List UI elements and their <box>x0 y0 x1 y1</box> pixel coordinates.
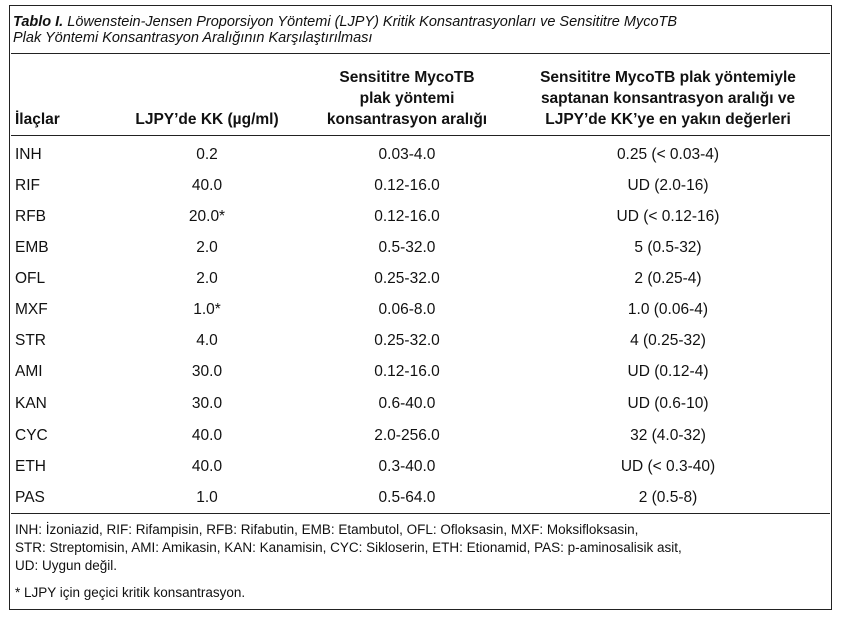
header-mycotb-range <box>308 67 506 130</box>
cell-range: 0.12-16.0 <box>374 177 440 194</box>
caption-line-2: Plak Yöntemi Konsantrasyon Aralığının Karşılaştırılması <box>13 30 373 46</box>
header-mycotb-range-line2: plak yöntemi <box>359 90 455 107</box>
footnote-line-2: STR: Streptomisin, AMI: Amikasin, KAN: Kanamisin, CYC: Sikloserin, ETH: Etionamid, PAS: p-aminosalisik asit, <box>15 540 682 555</box>
cell-range: 0.12-16.0 <box>374 208 440 225</box>
cell-nearest: 4 (0.25-32) <box>630 332 706 349</box>
footnote-abbreviations <box>15 521 820 575</box>
footnote-line-3: UD: Uygun değil. <box>15 558 118 573</box>
header-top-rule <box>11 53 830 54</box>
cell-kk: 2.0 <box>196 270 218 287</box>
cell-drug: KAN <box>15 395 47 412</box>
body-bottom-rule <box>11 513 830 514</box>
cell-kk: 40.0 <box>191 458 223 475</box>
cell-kk: 40.0 <box>191 427 223 444</box>
cell-kk: 20.0* <box>188 208 226 225</box>
cell-nearest: UD (< 0.12-16) <box>616 208 720 225</box>
cell-drug: CYC <box>15 427 48 444</box>
cell-drug: INH <box>15 146 42 163</box>
cell-range: 0.12-16.0 <box>374 363 440 380</box>
cell-nearest: 0.25 (< 0.03-4) <box>616 146 720 163</box>
cell-nearest: 5 (0.5-32) <box>634 239 702 256</box>
header-ljpy-kk: LJPY’de KK (µg/ml) <box>135 111 279 128</box>
table-caption <box>13 14 813 46</box>
footnote-asterisk: * LJPY için geçici kritik konsantrasyon. <box>15 585 246 600</box>
cell-range: 0.3-40.0 <box>378 458 436 475</box>
cell-nearest: UD (< 0.3-40) <box>620 458 716 475</box>
cell-range: 0.03-4.0 <box>378 146 436 163</box>
cell-nearest: 2 (0.25-4) <box>634 270 702 287</box>
cell-nearest: UD (0.12-4) <box>627 363 709 380</box>
cell-drug: EMB <box>15 239 49 256</box>
cell-drug: MXF <box>15 301 48 318</box>
cell-kk: 30.0 <box>191 363 223 380</box>
cell-drug: AMI <box>15 363 43 380</box>
cell-drug: STR <box>15 332 46 349</box>
cell-range: 0.5-64.0 <box>378 489 436 506</box>
cell-kk: 2.0 <box>196 239 218 256</box>
caption-label: Tablo I. <box>13 14 64 30</box>
header-drugs: İlaçlar <box>15 111 60 128</box>
cell-drug: ETH <box>15 458 46 475</box>
cell-nearest: UD (0.6-10) <box>627 395 709 412</box>
cell-kk: 1.0 <box>196 489 218 506</box>
cell-nearest: 32 (4.0-32) <box>630 427 706 444</box>
cell-kk: 30.0 <box>191 395 223 412</box>
cell-kk: 1.0* <box>193 301 221 318</box>
footnote-line-1: INH: İzoniazid, RIF: Rifampisin, RFB: Rifabutin, EMB: Etambutol, OFL: Ofloksasin, MXF: Moksifloksasin, <box>15 522 639 537</box>
caption-text: Löwenstein-Jensen Proporsiyon Yöntemi (LJPY) Kritik Konsantrasyonları ve Sensititre MycoTB <box>67 14 678 30</box>
header-mycotb-nearest-line2: saptanan konsantrasyon aralığı ve <box>540 90 796 107</box>
cell-range: 0.06-8.0 <box>378 301 436 318</box>
cell-nearest: UD (2.0-16) <box>627 177 709 194</box>
cell-drug: PAS <box>15 489 45 506</box>
cell-nearest: 2 (0.5-8) <box>638 489 698 506</box>
cell-kk: 4.0 <box>196 332 218 349</box>
cell-range: 0.5-32.0 <box>378 239 436 256</box>
cell-range: 2.0-256.0 <box>374 427 440 444</box>
header-mycotb-range-line3: konsantrasyon aralığı <box>326 111 488 128</box>
header-mycotb-nearest-line3: LJPY’de KK’ye en yakın değerleri <box>545 111 791 128</box>
cell-drug: OFL <box>15 270 46 287</box>
cell-range: 0.25-32.0 <box>374 270 440 287</box>
cell-nearest: 1.0 (0.06-4) <box>627 301 709 318</box>
cell-kk: 40.0 <box>191 177 223 194</box>
header-mycotb-nearest-line1: Sensititre MycoTB plak yöntemiyle <box>540 69 796 86</box>
cell-range: 0.6-40.0 <box>378 395 436 412</box>
cell-drug: RIF <box>15 177 40 194</box>
cell-kk: 0.2 <box>196 146 218 163</box>
header-mycotb-range-line1: Sensititre MycoTB <box>339 69 475 86</box>
cell-range: 0.25-32.0 <box>374 332 440 349</box>
caption-line-1 <box>13 14 813 30</box>
header-bottom-rule <box>11 135 830 136</box>
cell-drug: RFB <box>15 208 46 225</box>
header-mycotb-nearest <box>512 67 824 130</box>
